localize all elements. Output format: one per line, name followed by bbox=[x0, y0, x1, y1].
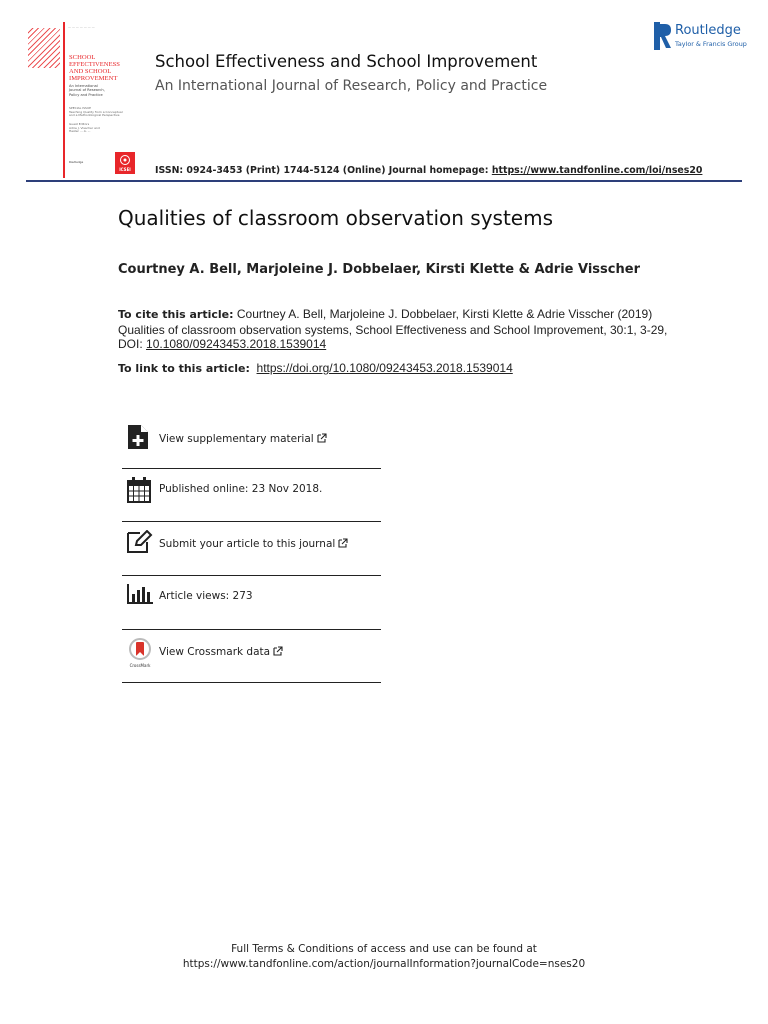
cite-label: To cite this article: bbox=[118, 308, 234, 321]
cover-publisher: Routledge bbox=[69, 160, 84, 164]
journal-cover-image bbox=[26, 22, 137, 178]
supplementary-material-link[interactable] bbox=[159, 433, 327, 445]
citation-block bbox=[118, 307, 678, 352]
header-divider bbox=[26, 180, 742, 182]
published-online-text: Published online: 23 Nov 2018. bbox=[159, 483, 323, 495]
document-plus-icon bbox=[127, 424, 149, 450]
crossmark-link[interactable] bbox=[159, 646, 283, 658]
external-link-icon bbox=[317, 433, 327, 443]
crossmark-icon bbox=[127, 638, 153, 660]
journal-subtitle: An International Journal of Research, Policy and Practice bbox=[155, 78, 548, 94]
crossmark-row[interactable] bbox=[122, 630, 381, 683]
article-views-row bbox=[122, 576, 381, 630]
calendar-icon bbox=[127, 477, 151, 503]
cover-decorative-strip bbox=[26, 22, 63, 178]
cover-issue-line: — — — — — — — bbox=[68, 25, 95, 29]
cite-text: Courtney A. Bell, Marjoleine J. Dobbelaer, Kirsti Klette & Adrie Visscher (2019) Qualities of classroom observation systems, School Effectiveness and School Improvement, 30:1, 3-29, DOI: bbox=[118, 307, 668, 351]
external-link-icon bbox=[338, 538, 348, 548]
cover-title: SCHOOL EFFECTIVENESS AND SCHOOL IMPROVEMENT bbox=[69, 54, 120, 82]
icsei-badge-icon bbox=[115, 153, 135, 167]
crossmark-label: View Crossmark data bbox=[159, 646, 271, 658]
cite-doi-link[interactable]: 10.1080/09243453.2018.1539014 bbox=[146, 337, 327, 351]
cover-icsei-badge bbox=[115, 152, 135, 174]
article-info-panel bbox=[122, 416, 381, 683]
routledge-r-icon bbox=[654, 22, 672, 50]
article-authors: Courtney A. Bell, Marjoleine J. Dobbelaer, Kirsti Klette & Adrie Visscher bbox=[118, 262, 640, 277]
cover-subtitle: An International Journal of Research, Policy and Practice bbox=[69, 84, 105, 97]
submit-article-row[interactable] bbox=[122, 522, 381, 576]
footer-terms bbox=[0, 942, 768, 972]
published-online-row bbox=[122, 469, 381, 522]
issn-line bbox=[155, 165, 702, 176]
routledge-name: Routledge bbox=[675, 23, 741, 38]
supplementary-material-row[interactable] bbox=[122, 416, 381, 469]
article-doi-link[interactable]: https://doi.org/10.1080/09243453.2018.1539014 bbox=[256, 361, 513, 375]
cover-special-issue: SPECIAL ISSUE Teaching Quality from a Conceptual and a Methodological Perspective bbox=[69, 106, 123, 118]
cover-pattern bbox=[28, 28, 60, 68]
cover-editors: Guest Editors Adrie J. Visscher and Hester ... A. ... bbox=[69, 122, 100, 134]
article-link-block bbox=[118, 361, 513, 375]
link-label: To link to this article: bbox=[118, 362, 250, 375]
cover-panel bbox=[65, 22, 137, 178]
crossmark-icon-label: CrossMark bbox=[129, 663, 151, 668]
article-views-text: Article views: 273 bbox=[159, 590, 253, 602]
journal-title: School Effectiveness and School Improvement bbox=[155, 52, 538, 71]
article-title: Qualities of classroom observation systems bbox=[118, 206, 554, 230]
issn-text: ISSN: 0924-3453 (Print) 1744-5124 (Online) Journal homepage: bbox=[155, 165, 492, 176]
external-link-icon bbox=[273, 646, 283, 656]
footer-line-1: Full Terms & Conditions of access and use can be found at bbox=[231, 943, 537, 955]
routledge-logo bbox=[654, 22, 749, 52]
bar-chart-icon bbox=[127, 584, 153, 604]
routledge-group: Taylor & Francis Group bbox=[675, 40, 747, 48]
crossmark-logo bbox=[127, 638, 153, 666]
cover-badge-label: ICSEI bbox=[119, 167, 131, 172]
submit-article-link[interactable] bbox=[159, 538, 348, 550]
journal-homepage-link[interactable]: https://www.tandfonline.com/loi/nses20 bbox=[491, 165, 703, 176]
submit-article-label: Submit your article to this journal bbox=[159, 538, 336, 550]
footer-terms-link[interactable]: https://www.tandfonline.com/action/journalInformation?journalCode=nses20 bbox=[182, 958, 586, 970]
supplementary-label: View supplementary material bbox=[159, 433, 314, 445]
edit-icon bbox=[127, 530, 153, 554]
